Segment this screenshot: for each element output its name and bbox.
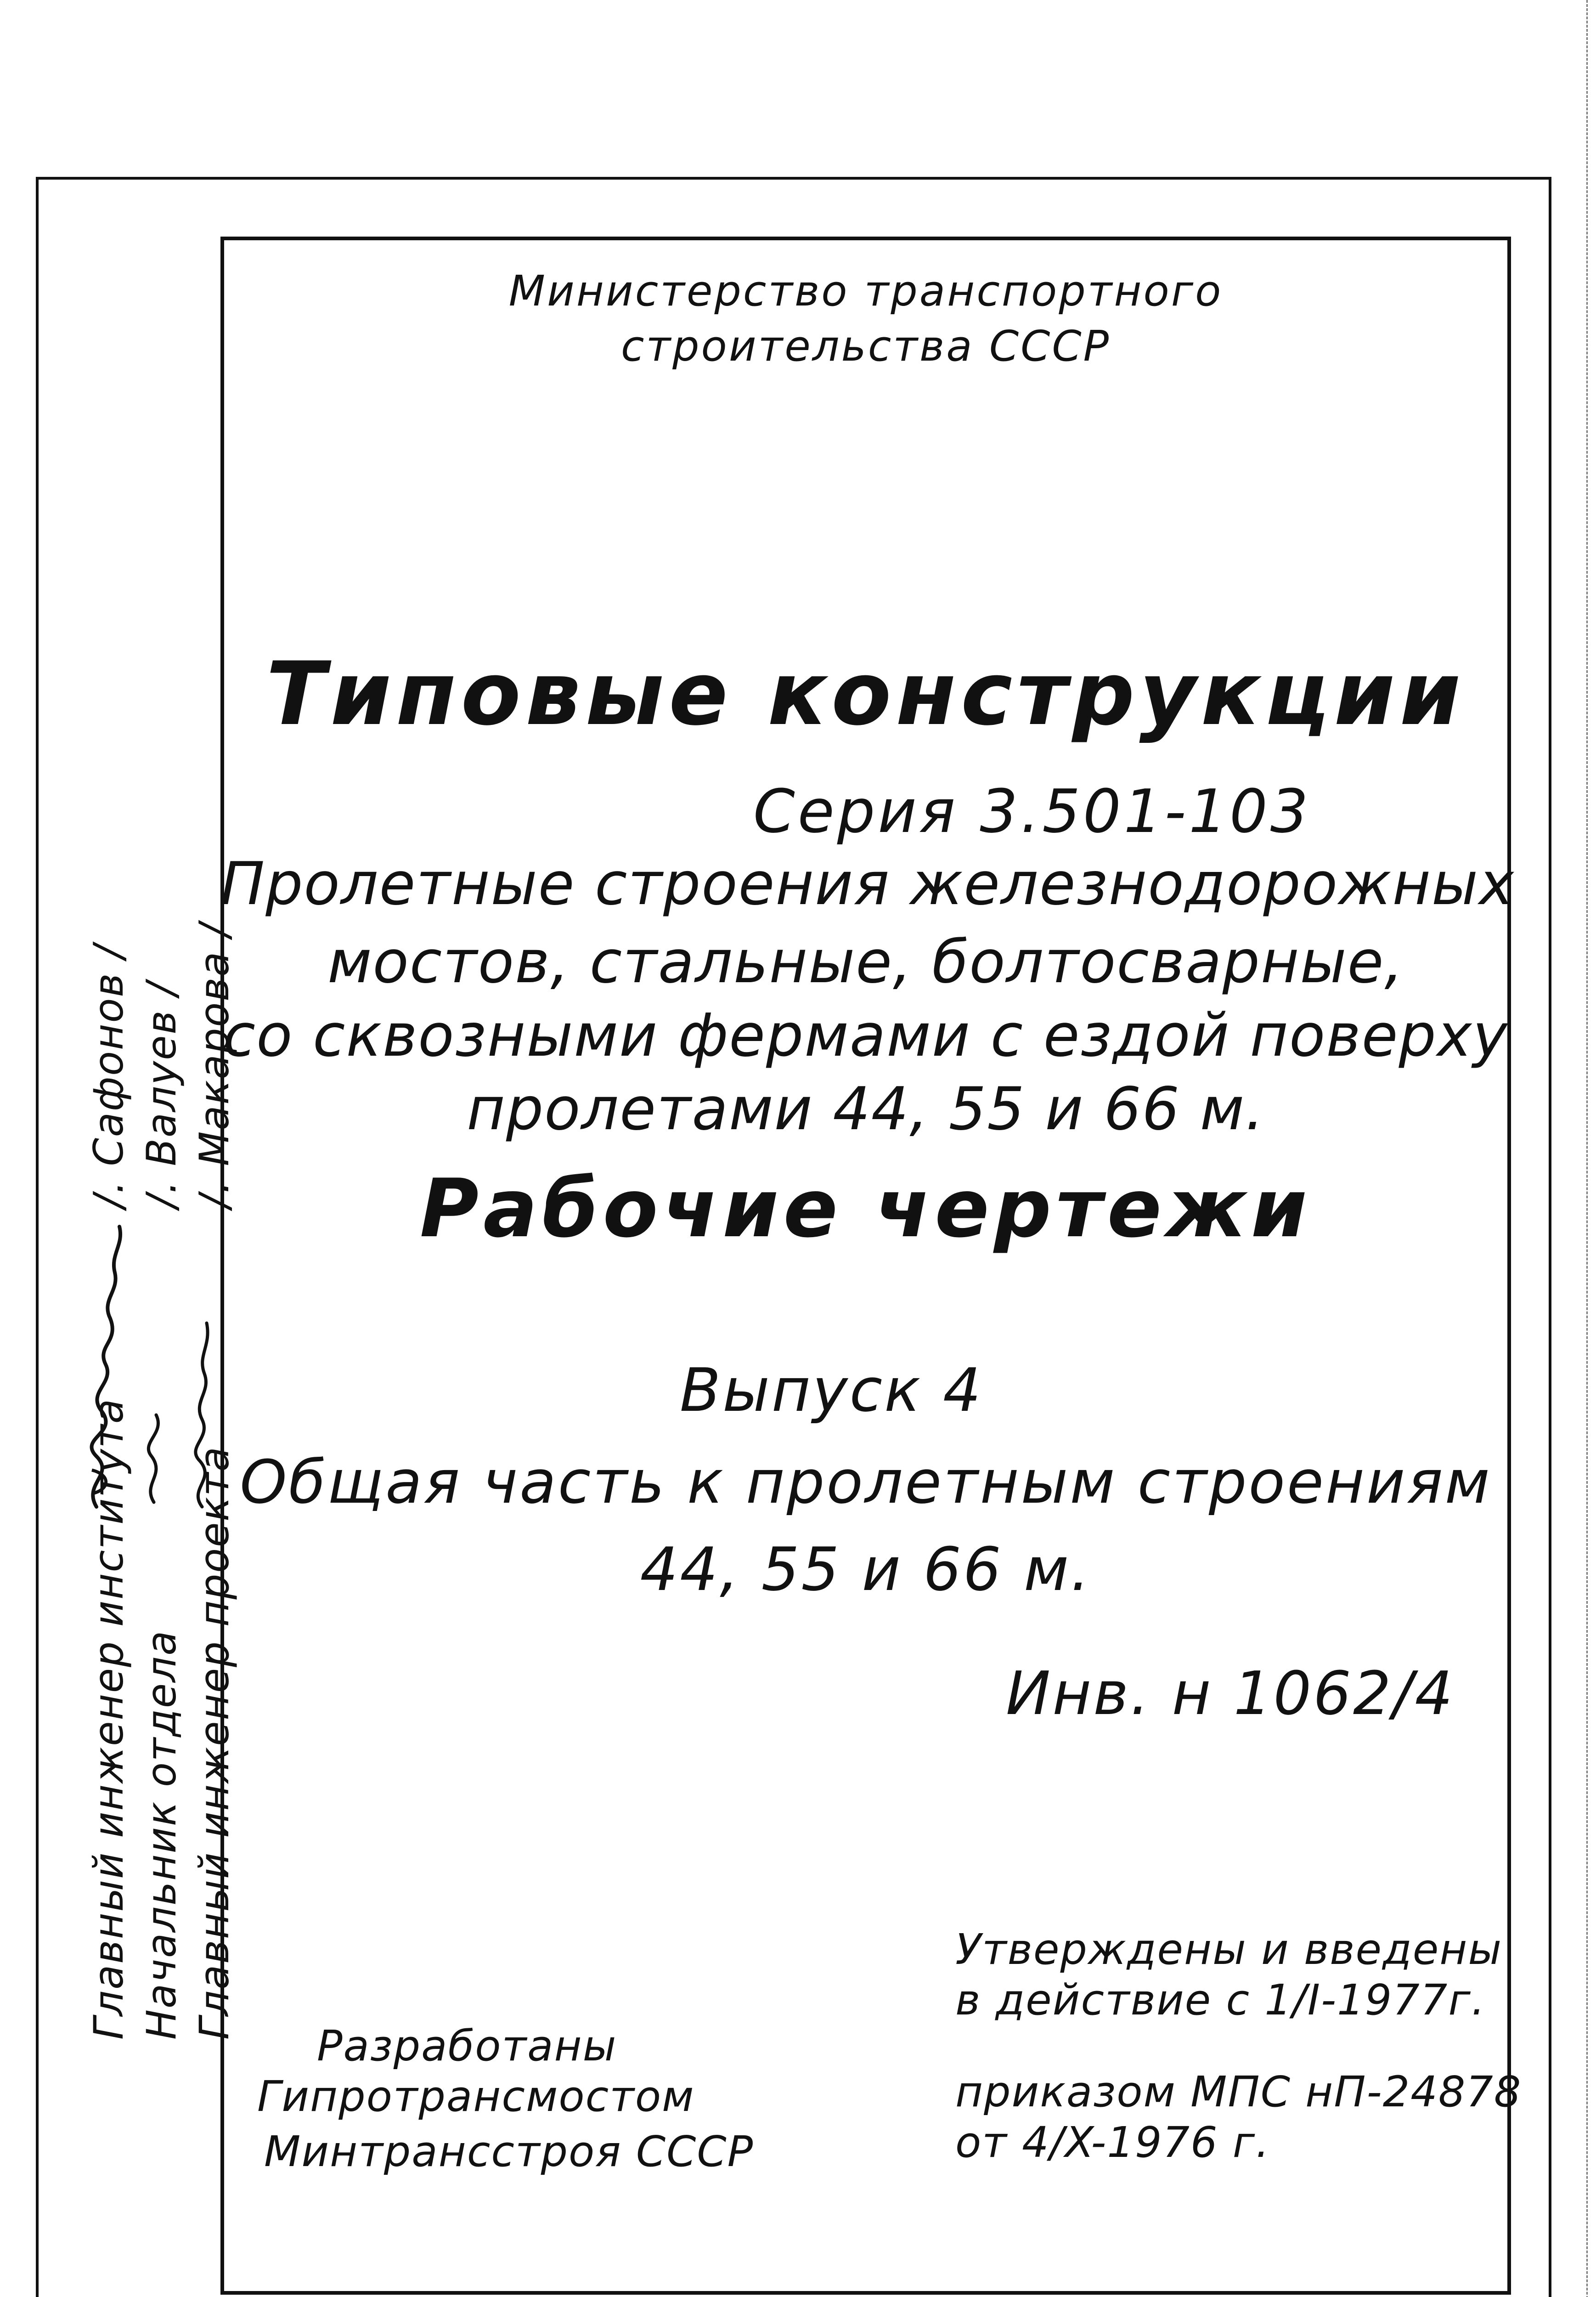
description-line-4: пролетами 44, 55 и 66 м.: [467, 1075, 1265, 1143]
approval-line-2: в действие с 1/I-1977г.: [955, 1975, 1486, 2025]
ministry-line-2: строительства СССР: [620, 322, 1111, 371]
developer-line-1: Разработаны: [317, 2021, 617, 2071]
issue-description-line-1: Общая часть к пролетным строениям: [240, 1447, 1492, 1517]
developer-line-3: Минтрансстроя СССР: [264, 2127, 754, 2176]
issue-description-line-2: 44, 55 и 66 м.: [640, 1534, 1092, 1604]
scan-edge-mark: [1583, 0, 1588, 2297]
description-line-3: со сквозными фермами с ездой поверху: [223, 1001, 1509, 1070]
signature-row-1-title: Главный инженер института: [85, 1398, 132, 2040]
issue-number: Выпуск 4: [680, 1355, 983, 1425]
handwritten-signatures-icon: [41, 1217, 216, 1511]
ministry-line-1: Министерство транспортного: [508, 266, 1223, 316]
signature-row-2-name: /. Валуев /: [138, 981, 185, 1208]
developer-line-2: Гипротрансмостом: [257, 2072, 695, 2121]
work-drawings-title: Рабочие чертежи: [419, 1162, 1312, 1256]
inventory-number: Инв. н 1062/4: [1006, 1658, 1455, 1728]
description-line-1: Пролетные строения железнодорожных: [220, 850, 1515, 918]
main-title: Типовые конструкции: [266, 643, 1466, 745]
description-line-2: мостов, стальные, болтосварные,: [327, 928, 1404, 996]
order-line-2: от 4/X-1976 г.: [955, 2118, 1270, 2167]
signature-row-2-title: Начальник отдела: [138, 1629, 185, 2040]
order-line-1: приказом МПС нП-24878: [955, 2067, 1522, 2116]
signature-row-1-name: /. Сафонов /: [85, 944, 132, 1208]
series-number: Серия 3.501-103: [753, 776, 1311, 846]
approval-line-1: Утверждены и введены: [955, 1925, 1503, 1974]
signature-row-3-name: /. Макарова /: [191, 922, 238, 1208]
signature-row-3-title: Главный инженер проекта: [191, 1446, 238, 2040]
